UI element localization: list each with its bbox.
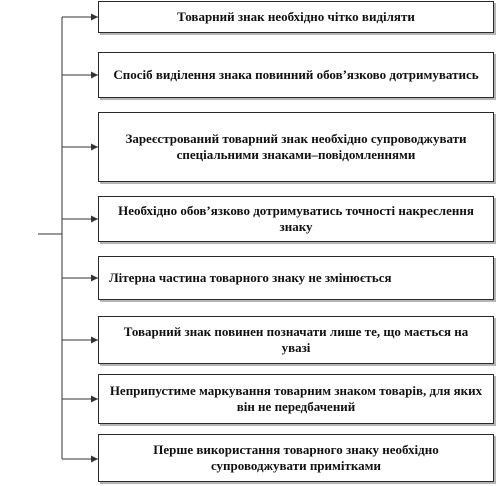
rule-box-6 (98, 316, 494, 364)
rule-box-5 (98, 256, 494, 300)
rule-box-7 (98, 374, 494, 424)
rule-text: Спосіб виділення знака повинний обов’язково дотримуватись (113, 67, 479, 82)
arrowheads (91, 14, 98, 463)
rule-text: Товарний знак необхідно чітко виділяти (177, 9, 415, 24)
arrowhead (91, 72, 98, 79)
rule-box-4 (98, 196, 494, 242)
rule-box-2 (98, 52, 494, 98)
rule-box-8 (98, 434, 494, 482)
rule-box-3 (98, 112, 494, 182)
arrowhead (91, 14, 98, 21)
rule-box-1 (98, 1, 494, 33)
arrowhead (91, 337, 98, 344)
arrowhead (91, 456, 98, 463)
arrowhead (91, 396, 98, 403)
rule-text: Товарний знак повинен позначати лише те, що мається на увазі (123, 324, 469, 355)
arrowhead (91, 216, 98, 223)
branch-lines (62, 17, 98, 459)
rule-text: Неприпустиме маркування товарним знаком товарів, для яких він не передбачений (109, 383, 483, 414)
rule-text: Літерна частина товарного знаку не змінюється (109, 270, 392, 285)
arrowhead (91, 144, 98, 151)
rule-text: Зареєстрований товарний знак необхідно супроводжувати спеціальними знаками–повідомленнями (125, 131, 467, 162)
rule-text: Необхідно обов’язково дотримуватись точності накреслення знаку (118, 203, 474, 234)
rule-text: Перше використання товарного знаку необхідно супроводжувати примітками (153, 442, 439, 473)
arrowhead (91, 275, 98, 282)
